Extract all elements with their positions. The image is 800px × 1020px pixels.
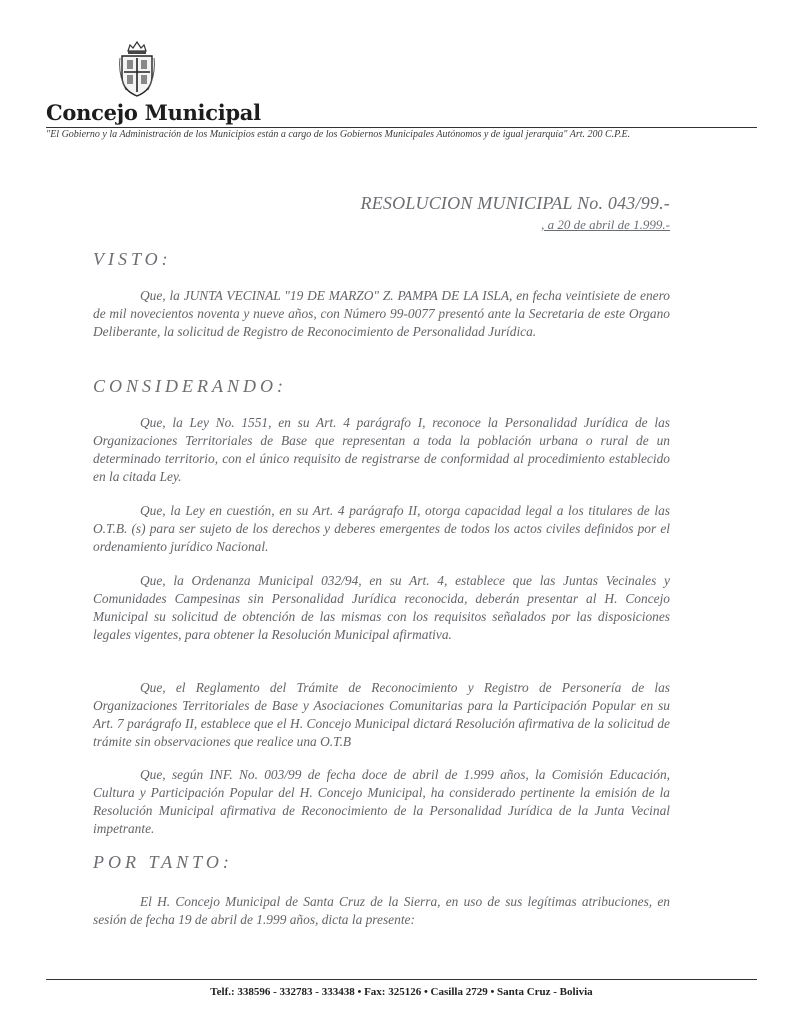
header-divider: [46, 127, 757, 128]
considerando-paragraph-4: Que, el Reglamento del Trámite de Reconocimiento y Registro de Personería de las Organizaciones Territoriales de Base y Asociaciones Comunitarias para la Participación Popular en su Art. 7 parágrafo II, establece que el H. Concejo Municipal dictará Resolución afirmativa de la solicitud de trámite sin observaciones que realice una O.T.B: [93, 680, 670, 749]
por-tanto-paragraph-1: El H. Concejo Municipal de Santa Cruz de la Sierra, en uso de sus legítimas atribuciones, en sesión de fecha 19 de abril de 1.999 años, dicta la presente:: [93, 894, 670, 927]
heading-por-tanto: POR TANTO:: [93, 852, 233, 872]
resolution-date: , a 20 de abril de 1.999.-: [541, 217, 670, 232]
footer-contact: Telf.: 338596 - 332783 - 333438 • Fax: 325126 • Casilla 2729 • Santa Cruz - Bolivia: [210, 986, 593, 998]
org-name: Concejo Municipal: [46, 100, 261, 125]
resolution-title: RESOLUCION MUNICIPAL No. 043/99.-: [360, 193, 670, 213]
considerando-paragraph-5: Que, según INF. No. 003/99 de fecha doce de abril de 1.999 años, la Comisión Educación, Cultura y Participación Popular del H. Concejo Municipal, ha considerado pertinente la emisión de la Resolución Municipal afirmativa de Reconocimiento de la Personalidad Jurídica de la Junta Vecinal impetrante.: [93, 767, 670, 836]
considerando-paragraph-2: Que, la Ley en cuestión, en su Art. 4 parágrafo II, otorga capacidad legal a los titulares de las O.T.B. (s) para ser sujeto de los derechos y deberes emergentes de todos los actos civiles definidos por el ordenamiento jurídico Nacional.: [93, 503, 670, 554]
considerando-paragraph-1: Que, la Ley No. 1551, en su Art. 4 parágrafo I, reconoce la Personalidad Jurídica de las Organizaciones Territoriales de Base que representan a toda la población urbana o rural de un determinado territorio, con el único requisito de registrarse de conformidad al procedimiento establecido en la citada Ley.: [93, 415, 670, 484]
considerando-paragraph-3: Que, la Ordenanza Municipal 032/94, en su Art. 4, establece que las Juntas Vecinales y Comunidades Campesinas sin Personalidad Jurídica reconocida, deberán presentar al H. Concejo Municipal su solicitud de obtención de las mismas con los requisitos señalados por las disposiciones legales vigentes, para obtener la Resolución Municipal afirmativa.: [93, 573, 670, 642]
heading-considerando: CONSIDERANDO:: [93, 376, 287, 396]
motto: "El Gobierno y la Administración de los Municipios están a cargo de los Gobiernos Municipales Autónomos y de igual jerarquía" Art. 200 C.P.E.: [46, 129, 631, 140]
heading-visto: VISTO:: [93, 249, 172, 269]
footer-divider: [46, 979, 757, 980]
coat-of-arms-icon: [118, 38, 156, 98]
visto-paragraph-1: Que, la JUNTA VECINAL "19 DE MARZO" Z. PAMPA DE LA ISLA, en fecha veintisiete de enero de mil novecientos noventa y nueve años, con Número 99-0077 presentó ante la Secretaria de este Organo Deliberante, la solicitud de Registro de Reconocimiento de Personalidad Jurídica.: [93, 288, 670, 339]
